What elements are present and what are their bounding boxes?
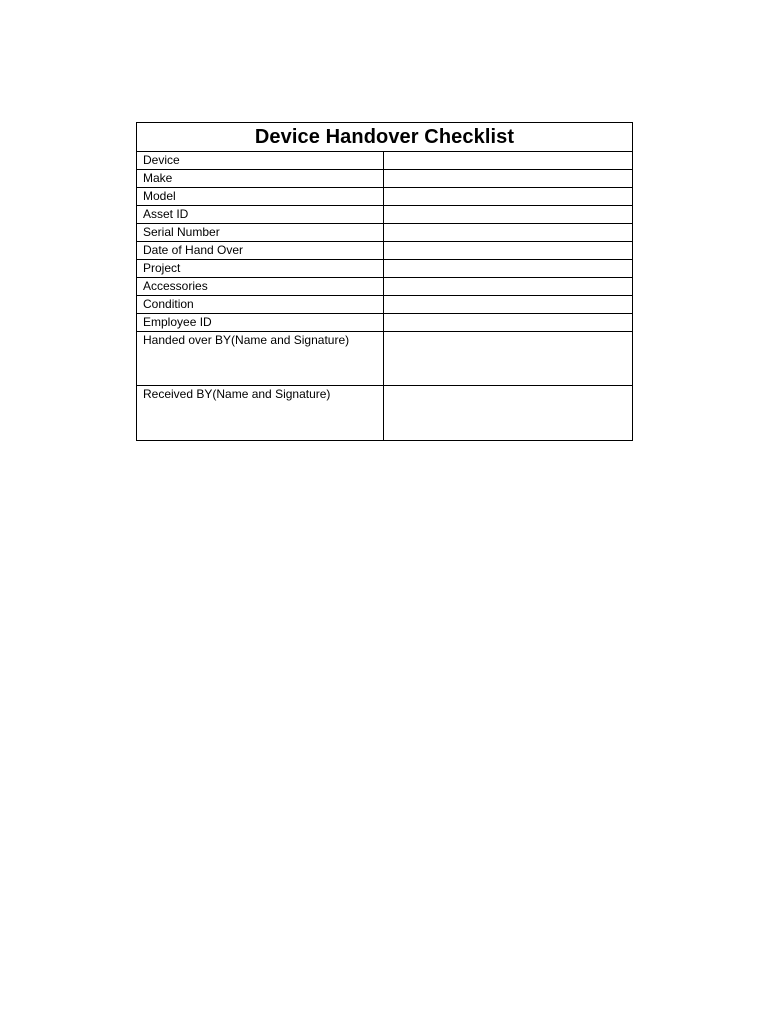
table-row-handed-over-by [137,332,632,386]
row-label: Received BY(Name and Signature) [137,386,384,440]
row-value-field[interactable] [384,206,632,223]
signature-field[interactable] [384,332,632,385]
table-row-model [137,188,632,206]
row-label: Device [137,152,384,169]
row-label: Date of Hand Over [137,242,384,259]
signature-field[interactable] [384,386,632,440]
table-row-accessories [137,278,632,296]
row-label: Handed over BY(Name and Signature) [137,332,384,385]
table-row-employee-id [137,314,632,332]
table-row-received-by [137,386,632,440]
table-row-make [137,170,632,188]
checklist-title: Device Handover Checklist [137,123,632,152]
row-value-field[interactable] [384,224,632,241]
row-value-field[interactable] [384,152,632,169]
row-value-field[interactable] [384,170,632,187]
row-label: Employee ID [137,314,384,331]
row-value-field[interactable] [384,260,632,277]
table-row-device [137,152,632,170]
row-label: Accessories [137,278,384,295]
row-value-field[interactable] [384,188,632,205]
row-label: Model [137,188,384,205]
row-value-field[interactable] [384,278,632,295]
row-value-field[interactable] [384,296,632,313]
row-label: Serial Number [137,224,384,241]
row-value-field[interactable] [384,242,632,259]
checklist-table [136,122,633,441]
table-row-date-of-hand-over [137,242,632,260]
table-row-project [137,260,632,278]
table-row-serial-number [137,224,632,242]
table-row-condition [137,296,632,314]
row-label: Condition [137,296,384,313]
row-label: Make [137,170,384,187]
row-value-field[interactable] [384,314,632,331]
row-label: Project [137,260,384,277]
table-row-asset-id [137,206,632,224]
checklist-rows [137,152,632,440]
row-label: Asset ID [137,206,384,223]
